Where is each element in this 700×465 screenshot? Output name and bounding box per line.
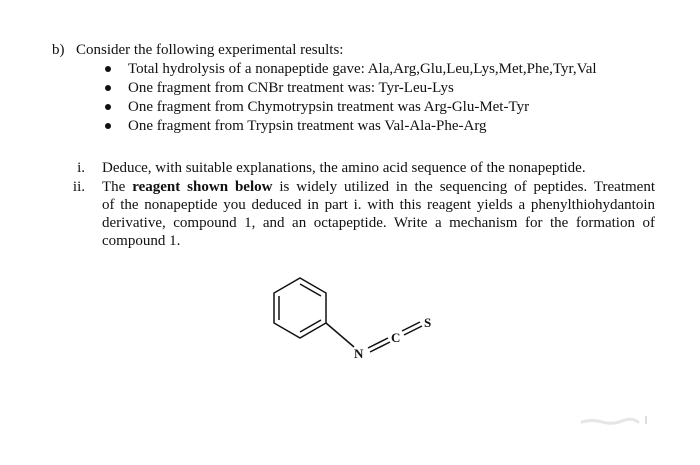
bullet-icon — [105, 66, 111, 72]
question-heading — [52, 41, 343, 59]
part-ii — [55, 178, 655, 250]
result-text: One fragment from CNBr treatment was: Tyr-Leu-Lys — [128, 80, 454, 96]
part-numeral: ii. — [72, 179, 85, 195]
result-text: One fragment from Chymotrypsin treatment was Arg-Glu-Met-Tyr — [128, 99, 530, 115]
result-text: Total hydrolysis of a nonapeptide gave: Ala,Arg,Glu,Leu,Lys,Met,Phe,Tyr,Val — [128, 61, 597, 77]
list-item — [103, 79, 597, 98]
question-parts — [55, 159, 655, 250]
atom-c-label: C — [391, 330, 401, 345]
atom-n-label: N — [354, 346, 364, 361]
question-marker: b) — [52, 42, 65, 58]
atom-s-label: S — [424, 315, 432, 330]
part-i — [55, 159, 655, 177]
results-list — [103, 60, 597, 136]
list-item — [103, 98, 597, 117]
part-text: Deduce, with suitable explanations, the amino acid sequence of the nonapeptide. — [102, 160, 586, 176]
part-text — [102, 178, 655, 250]
c-s-double-bond — [402, 322, 420, 331]
part-line-3: derivative, compound 1, and an octapeptide. Write a mechanism for the formation of — [102, 215, 655, 231]
phenyl-isothiocyanate-structure — [250, 270, 450, 380]
ring-double-bond — [300, 284, 321, 296]
bullet-icon — [105, 123, 111, 129]
n-c-double-bond — [370, 342, 390, 352]
ring-n-bond — [326, 323, 354, 347]
list-item — [103, 117, 597, 136]
structure-svg — [250, 270, 450, 380]
watermark-smudge — [580, 414, 650, 426]
part-line-2: of the nonapeptide you deduced in part i. with this reagent yields a phenylthiohydantoin — [102, 197, 655, 213]
part-line-1 — [102, 178, 655, 196]
reagent-emphasis: reagent shown below — [132, 179, 273, 195]
c-s-double-bond — [404, 326, 422, 335]
ring-double-bond — [300, 320, 321, 332]
part-line-1-rest: is widely utilized in the sequencing of peptides. Treatment — [272, 179, 655, 195]
part-line-4: compound 1. — [102, 233, 181, 249]
question-intro: Consider the following experimental results: — [76, 42, 344, 58]
ring-outline — [274, 278, 326, 338]
benzene-ring — [274, 278, 326, 338]
bullet-icon — [105, 85, 111, 91]
result-text: One fragment from Trypsin treatment was Val-Ala-Phe-Arg — [128, 118, 487, 134]
list-item — [103, 60, 597, 79]
part-lead: The — [102, 179, 133, 195]
bullet-icon — [105, 104, 111, 110]
part-numeral: i. — [77, 160, 85, 176]
n-c-double-bond — [368, 338, 388, 348]
